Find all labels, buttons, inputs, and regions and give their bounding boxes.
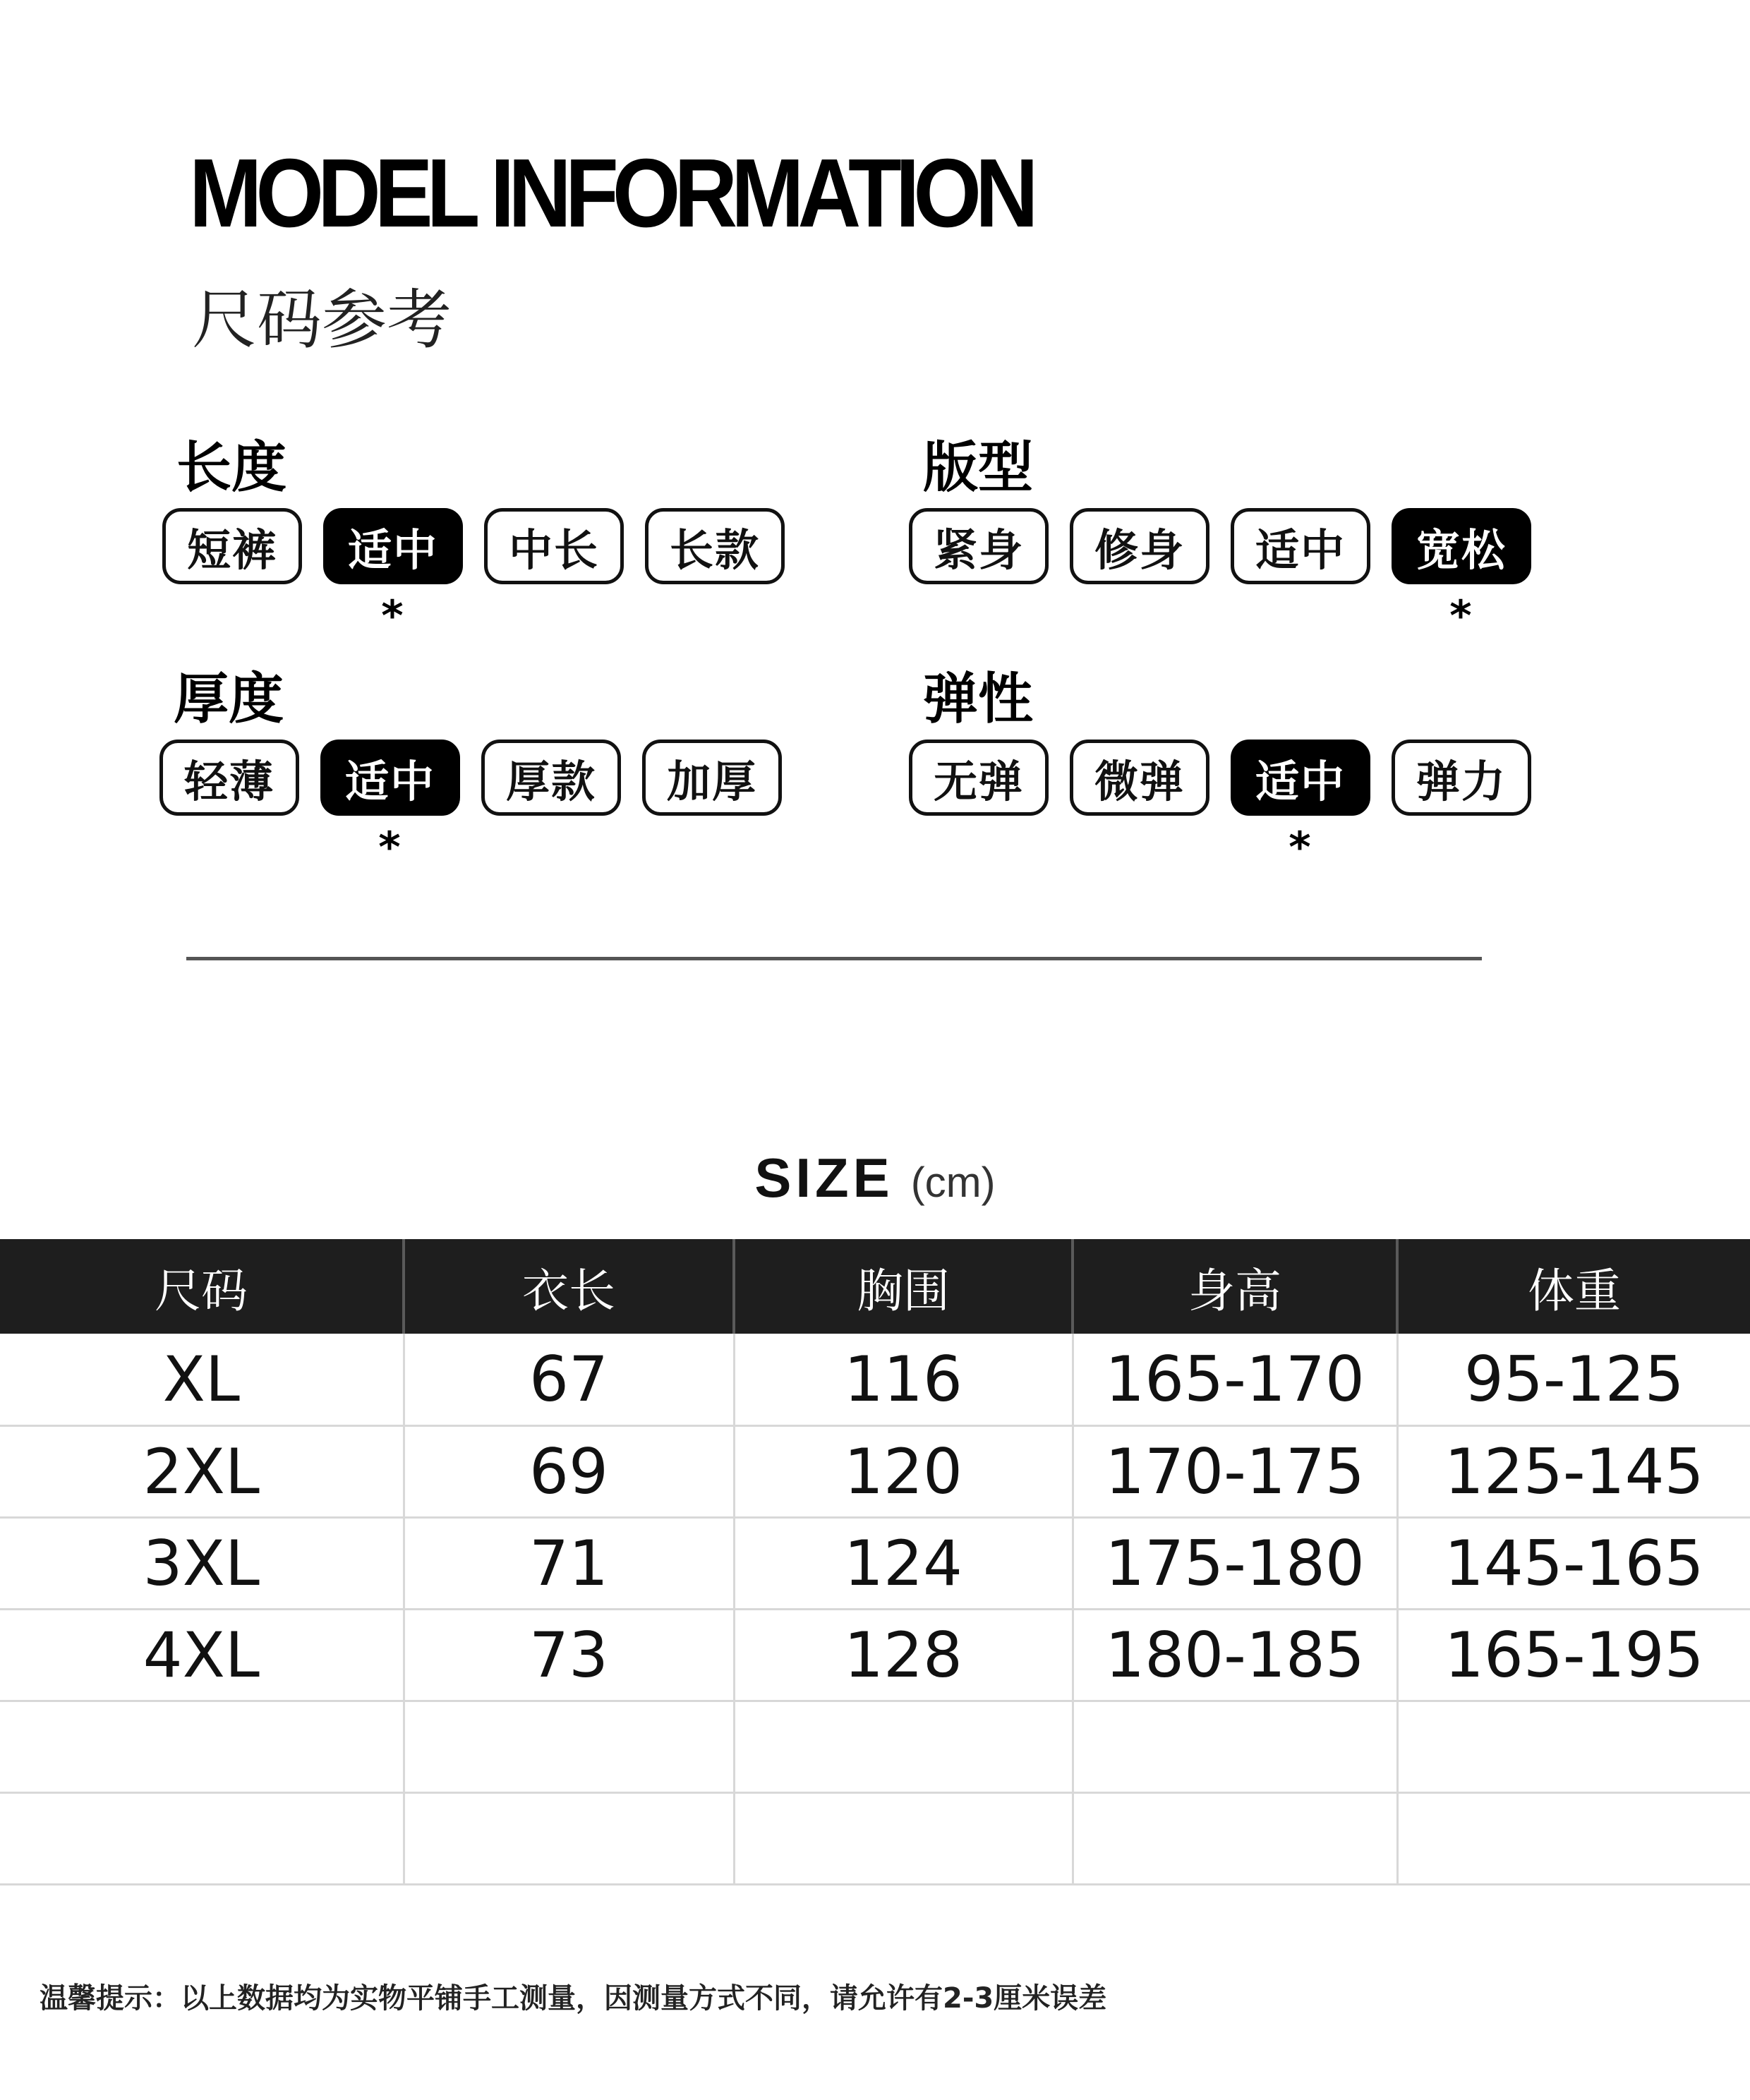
header-cell-weight: 体重 <box>1397 1239 1750 1334</box>
table-cell: 124 <box>734 1517 1073 1609</box>
table-cell <box>404 1701 734 1792</box>
table-cell: 67 <box>404 1334 734 1425</box>
elasticity-options <box>909 740 1531 872</box>
table-row <box>0 1609 1750 1701</box>
page-title: MODEL INFORMATION <box>189 139 1032 248</box>
table-cell: 125-145 <box>1397 1425 1750 1517</box>
page-subtitle: 尺码参考 <box>192 282 452 358</box>
elasticity-option[interactable]: 无弹 <box>909 740 1049 816</box>
size-heading-text: SIZE <box>754 1147 894 1209</box>
table-cell <box>1397 1792 1750 1884</box>
table-cell: 175-180 <box>1073 1517 1397 1609</box>
table-cell: 69 <box>404 1425 734 1517</box>
table-cell: 2XL <box>0 1425 404 1517</box>
table-cell <box>0 1792 404 1884</box>
length-option[interactable]: 长款 <box>645 508 785 584</box>
elasticity-group <box>909 655 1572 872</box>
table-cell: 170-175 <box>1073 1425 1397 1517</box>
section-divider <box>186 957 1482 960</box>
size-table <box>0 1239 1750 1885</box>
table-cell: 145-165 <box>1397 1517 1750 1609</box>
table-cell: 120 <box>734 1425 1073 1517</box>
header-cell-size: 尺码 <box>155 1263 248 1318</box>
selected-marker: * <box>1289 823 1312 872</box>
size-unit: (cm) <box>910 1159 996 1206</box>
header-cell-chest: 胸围 <box>734 1239 1073 1334</box>
table-cell: 128 <box>734 1609 1073 1701</box>
elasticity-option[interactable]: 微弹 <box>1070 740 1209 816</box>
table-cell <box>1073 1792 1397 1884</box>
table-cell: 116 <box>734 1334 1073 1425</box>
header-cell-height: 身高 <box>1073 1239 1397 1334</box>
selected-marker: * <box>378 823 402 872</box>
thickness-title: 厚度 <box>174 668 284 731</box>
table-cell: 165-195 <box>1397 1609 1750 1701</box>
table-cell <box>1073 1701 1397 1792</box>
table-row <box>0 1517 1750 1609</box>
selected-marker: * <box>381 591 405 641</box>
size-heading <box>0 1146 1750 1210</box>
table-row <box>0 1334 1750 1425</box>
thickness-options <box>159 740 782 872</box>
table-row-empty <box>0 1701 1750 1792</box>
fit-options <box>909 508 1531 641</box>
selected-marker: * <box>1449 591 1473 641</box>
fit-option[interactable]: 宽松 * <box>1392 508 1531 584</box>
thickness-option[interactable]: 加厚 <box>642 740 782 816</box>
table-cell: 165-170 <box>1073 1334 1397 1425</box>
thickness-option[interactable]: 轻薄 <box>159 740 299 816</box>
thickness-option[interactable]: 厚款 <box>481 740 621 816</box>
size-table-header-row <box>0 1239 1750 1334</box>
table-cell <box>0 1701 404 1792</box>
length-group <box>162 423 826 641</box>
table-cell: 4XL <box>0 1609 404 1701</box>
table-cell <box>1397 1701 1750 1792</box>
table-cell: 73 <box>404 1609 734 1701</box>
table-cell: XL <box>0 1334 404 1425</box>
fit-option[interactable]: 适中 <box>1231 508 1370 584</box>
fit-title: 版型 <box>923 436 1034 500</box>
elasticity-option[interactable]: 弹力 <box>1392 740 1531 816</box>
table-cell <box>734 1792 1073 1884</box>
length-option[interactable]: 中长 <box>484 508 624 584</box>
table-cell <box>734 1701 1073 1792</box>
length-title: 长度 <box>176 436 287 500</box>
length-option[interactable]: 短裤 <box>162 508 302 584</box>
table-row-empty <box>0 1792 1750 1884</box>
table-cell: 95-125 <box>1397 1334 1750 1425</box>
fit-option[interactable]: 紧身 <box>909 508 1049 584</box>
table-cell <box>404 1792 734 1884</box>
table-cell: 71 <box>404 1517 734 1609</box>
length-options <box>162 508 785 641</box>
table-cell: 3XL <box>0 1517 404 1609</box>
elasticity-option[interactable]: 适中 * <box>1231 740 1370 816</box>
elasticity-title: 弹性 <box>923 668 1034 731</box>
thickness-option[interactable]: 适中 * <box>320 740 460 816</box>
table-row <box>0 1425 1750 1517</box>
footer-note: 温馨提示：以上数据均为实物平铺手工测量，因测量方式不同，请允许有2-3厘米误差 <box>40 1982 1107 2015</box>
table-cell: 180-185 <box>1073 1609 1397 1701</box>
header-cell-length: 衣长 <box>404 1239 734 1334</box>
fit-group <box>909 423 1572 641</box>
length-option[interactable]: 适中 * <box>323 508 463 584</box>
fit-option[interactable]: 修身 <box>1070 508 1209 584</box>
thickness-group <box>159 655 823 872</box>
